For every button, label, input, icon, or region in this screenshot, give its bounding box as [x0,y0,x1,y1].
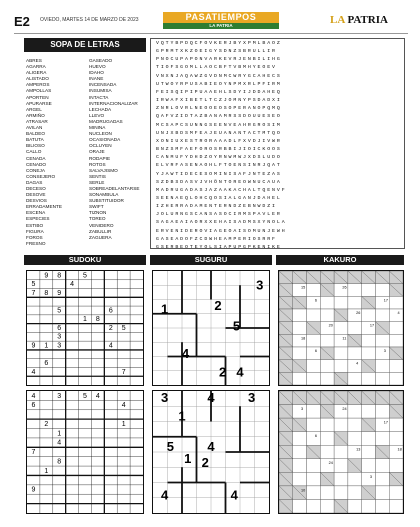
letter-row: MADRUGADASJAZAAKACHALTQENVF [156,187,287,193]
letter-row: GSERBEOTEYOLSIAPUPGPKENIKE [156,244,282,249]
kakuro-clue: 3 [383,349,386,354]
word-item: SUBSTITUIDOR [89,198,124,204]
suguru-digit: 3 [256,277,264,293]
sudoku-digit: 4 [31,368,36,376]
word-item: MININA [89,125,106,131]
sudoku-digit: 4 [121,402,126,410]
kakuro-clue: 18 [397,447,402,452]
sudoku-digit: 3 [57,392,62,400]
word-item: SALVAJISMO [89,167,118,173]
word-item: ORAJE [89,149,105,155]
suguru-digit: 5 [166,438,175,454]
sudoku-digit: 1 [83,316,87,324]
brand-logo: LA PATRIA [330,14,388,26]
word-item: ESTIBO [26,222,44,228]
letter-row: BNZSMFAEFOROSRBBIJIOICKOOS [156,147,282,153]
letter-row: SAGAEAIAORXXEHAISADMSXYNOLA [156,220,287,226]
letter-row: SEENAEQLOHCQOSIALGANJDAHEL [156,195,282,201]
kakuro-clue: 6 [314,349,317,354]
kakuro-title: KAKURO [276,255,404,265]
sudoku-digit: 8 [44,289,49,297]
word-item: CENADO [26,161,47,167]
letter-row: UTWOYRPUSABIEOYNPMXRLPFIRM [156,81,282,87]
letter-row: QAFVZIDTAZBANAMRSSDOUUESEO [156,114,282,120]
word-item: DESVIOS [26,198,47,204]
word-item: CENADA [26,155,46,161]
word-item: FRESNO [26,240,46,246]
word-item: LLEVO [89,112,105,118]
sudoku-digit: 4 [70,281,75,289]
suguru-digit: 4 [207,438,215,454]
letter-row: MCSAPCSUNNGSEENVEAHRGROSIM [156,122,282,128]
word-item: SERLE [89,179,105,185]
word-item: DESOVE [26,192,46,198]
word-item: INSUMISA [89,88,112,94]
word-item: FIGURA [26,228,44,234]
word-item: CALLO [26,149,42,155]
word-item: AMPOLLAS [26,88,52,94]
suguru-digit: 1 [160,301,169,317]
suguru-digit: 3 [160,391,169,406]
suguru-digit: 3 [247,391,256,406]
kakuro-clue: 10 [301,488,306,493]
word-item: NUCLEON [89,131,112,137]
suguru-grid-2 [152,390,270,514]
kakuro-clue: 24 [328,461,333,466]
word-item: ESPECIES [26,216,50,222]
suguru-grid-1 [152,270,270,386]
letter-row: IRWAFXIBETLTCZJOMNYPSDADXI [156,98,282,104]
kakuro-clue: 6 [314,298,317,303]
word-item: ERRADAMENTE [26,204,62,210]
kakuro-clue: 15 [301,285,306,290]
letter-row: UNJXBDSMFEAJEUANANTACTMTQO [156,130,282,136]
sudoku-digit: 8 [95,316,100,324]
suguru-digit: 4 [181,346,190,362]
word-search-grid [150,38,405,249]
letter-row: JOLURNGSCANSASOCIRMSPAVLER [156,212,282,218]
kakuro-clue: 11 [342,336,347,341]
sudoku-digit: 5 [83,392,87,400]
word-item: AMPEROS [26,82,50,88]
word-item: BATUTA [26,137,44,143]
sudoku-digit: 4 [57,439,62,447]
sudoku-digit: 1 [44,342,49,350]
word-item: TOREO [89,216,106,222]
word-item: CONEJA [26,167,46,173]
sudoku-digit: 6 [57,324,62,332]
letter-row: YJAWTIDECESOMINISAFJNTEZAS [156,171,282,177]
sudoku-digit: 5 [31,281,36,289]
kakuro-clue: 26 [356,311,361,316]
word-item: APORTEN [26,94,49,100]
word-item: TIZNON [89,210,107,216]
word-item: ROTOS [89,161,106,167]
word-item: MADRUGADAS [89,118,123,124]
kakuro-clue: 24 [342,406,347,411]
suguru-digit: 2 [214,298,222,314]
sudoku-digit: 7 [121,368,126,376]
word-item: AVILAN [26,125,43,131]
word-item: BALDEO [26,131,46,137]
sudoku-digit: 2 [44,420,49,428]
sudoku-digit: 5 [57,307,62,315]
sudoku-digit: 3 [57,333,62,341]
word-list [26,58,148,247]
sudoku-digit: 4 [31,392,36,400]
word-item: ARMIÑO [26,112,45,118]
word-item: RODAPIE [89,155,111,161]
suguru-digit: 5 [232,318,241,334]
kakuro-clue: 4 [397,311,400,316]
suguru-digit: 4 [160,487,169,503]
word-item: DAGAS [26,179,43,185]
letter-row: XONIUXESTRORAAADLFXVDJIVWR [156,138,282,144]
letter-row: VNXNJAQAWZGVDNMCWRYGCAHECS [156,73,282,79]
word-item: OCASIONADA [89,137,121,143]
sudoku-digit: 4 [108,342,113,350]
section-label: E2 [14,14,30,29]
word-item: ALISTADO [26,76,49,82]
suguru-digit: 2 [201,454,209,470]
kakuro-grid-2 [278,390,404,514]
word-item: FOROS [26,234,43,240]
word-item: HUEVO [89,64,106,70]
kakuro-clue: 18 [301,336,306,341]
kakuro-clue: 20 [328,323,333,328]
word-item: VENIDERO [89,222,114,228]
letter-row: SZDBSDASVJVHÖNTOREOWNUCAUA [156,179,282,185]
sudoku-digit: 1 [44,467,49,475]
sudoku-digit: 8 [57,272,62,280]
sudoku-grid-2 [26,390,144,514]
sudoku-digit: 9 [44,272,49,280]
word-item: BILIOSO [26,143,45,149]
sudoku-digit: 5 [83,272,87,280]
suguru-digit: 4 [207,391,215,406]
word-item: SWIFT [89,204,104,210]
dateline: OVIEDO, MARTES 14 DE MARZO DE 2023 [40,17,139,23]
word-item: GASEADO [89,58,113,63]
kakuro-clue: 6 [314,434,317,439]
sudoku-digit: 7 [31,449,36,457]
word-item: INCENSADA [89,82,117,88]
word-item: CONSEJERO [26,173,56,179]
kakuro-clue: 17 [369,323,375,328]
sudoku-digit: 4 [95,392,100,400]
kakuro-clue: 17 [383,420,388,425]
sudoku-digit: 9 [31,342,36,350]
header-rule [14,33,408,34]
letter-row: ERVENIDEROVIAGEOAISOMUNJEWH [156,228,287,234]
suguru-digit: 4 [236,364,244,380]
sopa-title: SOPA DE LETRAS [24,38,146,52]
sudoku-digit: 1 [121,420,126,428]
kakuro-clue: 13 [356,447,361,452]
letter-row: TIOFSGOMLLAOCBFTVBMHYEOEV [156,65,277,71]
pasatiempos-logo: PASATIEMPOS LA PATRIA [163,12,279,32]
sudoku-grid-1 [26,270,144,386]
word-item: ABRES [26,58,42,63]
sudoku-digit: 6 [31,402,36,410]
letter-row: PNOCUPAPONVARKEVRJENBILIHG [156,57,282,63]
kakuro-clue: 4 [356,361,359,366]
sudoku-digit: 2 [108,324,113,332]
letter-row: FEISQIPIPUAAEHLSDYIJDDAHEQ [156,89,282,95]
letter-row: IZHERRADAMENTERNDZEBNWDZI [156,204,277,210]
kakuro-clue: 26 [342,285,347,290]
kakuro-clue: 3 [369,474,373,479]
suguru-digit: 4 [230,487,238,503]
letter-row: GASEADOFZCDWHEAMPERIOSRRF [156,236,277,242]
sudoku-digit: 6 [108,307,113,315]
word-item: ARGEL [26,106,42,112]
sudoku-digit: 9 [57,289,62,297]
kakuro-clue: 3 [301,406,304,411]
letter-row: GPRMTXKZOEIGYSDNZSBRULLIR [156,49,277,55]
suguru-digit: 1 [184,451,192,467]
page-header [0,0,420,34]
sudoku-title: SUDOKU [24,255,146,265]
sudoku-digit: 8 [57,458,62,466]
word-item: ATRASAR [26,118,48,124]
word-item: SENTIS [89,173,106,179]
word-item: SONAMBULA [89,192,119,198]
letter-row: VQTYBPDQCFOVKERJBYXPMLBAOZ [156,41,282,46]
suguru-title: SUGURU [150,255,272,265]
word-item: ALIGERA [26,70,47,76]
kakuro-clue: 17 [383,298,388,303]
letter-row: ZNRLOVRLNEOOEOSOPERANOPQMQ [156,106,282,112]
word-item: ZABULLIR [89,228,112,234]
sudoku-digit: 7 [31,289,36,297]
word-item: DECESO [26,185,46,191]
word-item: INTERNACIONALIZAR [89,100,138,106]
word-item: LECHADA [89,106,112,112]
suguru-digit: 2 [218,364,227,380]
word-item: OCLUYEN [89,143,112,149]
word-item: APURARSE [26,100,52,106]
sudoku-digit: 9 [31,486,36,494]
kakuro-grid-1 [278,270,404,386]
word-item: INANE [89,76,104,82]
sudoku-digit: 1 [57,430,62,438]
letter-row: ELVRFASENAOHLFTOENSINRJQAT [156,163,282,169]
word-item: ZAGUERA [89,234,112,240]
word-item: ESCENA [26,210,46,216]
word-item: AGARRA [26,64,46,70]
sudoku-digit: 5 [121,324,126,332]
sudoku-digit: 3 [57,342,62,350]
word-item: SOBREADELANTARSE [89,185,140,191]
suguru-digit: 1 [178,408,186,424]
letter-row: CANMUFYDHDZOYRNWMWJXDSLUDO [156,155,282,161]
word-item: INTACTA [89,94,109,100]
word-item: IDAHO [89,70,104,76]
sudoku-digit: 6 [44,360,49,368]
